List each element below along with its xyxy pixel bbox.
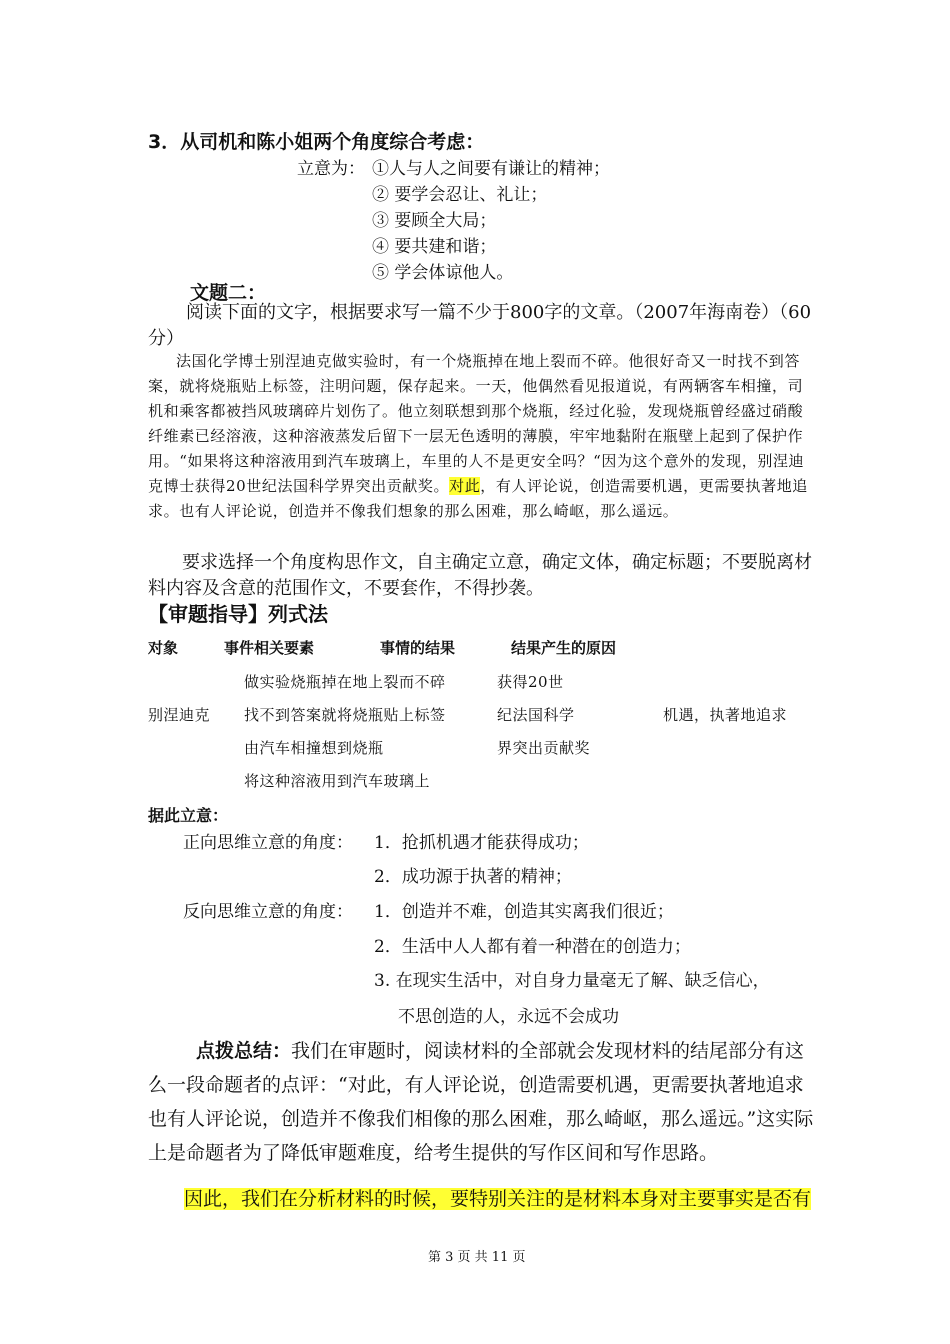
table-element-2: 找不到答案就将烧瓶贴上标签: [244, 706, 446, 724]
negative-3: 3. 在现实生活中，对自身力量毫无了解、缺乏信心，: [374, 971, 770, 991]
negative-2: 2．生活中人人都有着一种潜在的创造力；: [374, 937, 691, 957]
table-reason: 机遇，执著地追求: [663, 706, 788, 724]
col-header-elements: 事件相关要素: [224, 639, 315, 657]
table-result-2: 纪法国科学: [497, 706, 575, 724]
highlighted-text: 因此，我们在分析材料的时候，要特别关注的是材料本身对主要事实是否有: [184, 1188, 812, 1210]
topic2-heading: 文题二：: [190, 282, 267, 304]
table-result-1: 获得20世: [497, 673, 564, 691]
negative-label: 反向思维立意的角度：: [183, 902, 353, 922]
table-element-1: 做实验烧瓶掉在地上裂而不碎: [244, 673, 446, 691]
positive-2: 2．成功源于执著的精神；: [374, 867, 572, 887]
conclusion-heading: 据此立意：: [148, 806, 229, 825]
guide-heading: 【审题指导】列式法: [148, 602, 328, 626]
material-text-after: ，有人评论说，创造需要机遇，更需要执著地追求。也有人评论说，创造并不像我们想象的那么困难，那么崎岖，那么遥远。: [148, 477, 808, 520]
positive-label: 正向思维立意的角度：: [183, 833, 353, 853]
page-footer: 第 3 页 共 11 页: [428, 1250, 526, 1265]
positive-1: 1．抢抓机遇才能获得成功；: [374, 833, 589, 853]
col-header-subject: 对象: [148, 639, 179, 657]
table-subject: 别涅迪克: [148, 706, 211, 724]
table-element-4: 将这种溶液用到汽车玻璃上: [244, 772, 431, 790]
table-result-3: 界突出贡献奖: [497, 739, 591, 757]
negative-3-continued: 不思创造的人，永远不会成功: [398, 1007, 619, 1027]
summary-text: 我们在审题时，阅读材料的全部就会发现材料的结尾部分有这么一段命题者的点评：“对此，有人评论说，创造需要机遇，更需要执著地追求也有人评论说，创造并不像我们相像的那么困难，那么崎岖，那么遥远。”这实际上是命题者为了降低审题难度，给考生提供的写作区间和写作思路。: [148, 1040, 814, 1164]
material-text-before: 法国化学博士别涅迪克做实验时，有一个烧瓶掉在地上裂而不碎。他很好奇又一时找不到答案，就将烧瓶贴上标签，注明问题，保存起来。一天，他偶然看见报道说，有两辆客车相撞，司机和乘客都被挡风玻璃碎片划伤了。他立刻联想到那个烧瓶，经过化验，发现烧瓶曾经盛过硝酸纤维素已经溶液，这种溶液蒸发后留下一层无色透明的薄膜，牢牢地黏附在瓶壁上起到了保护作用。“如果将这种溶液用到汽车玻璃上，车里的人不是更安全吗？“因为这个意外的发现，别涅迪克博士获得20世纪法国科学界突出贡献奖。: [148, 352, 805, 495]
section3-lead: 立意为：: [297, 159, 365, 179]
table-element-3: 由汽车相撞想到烧瓶: [244, 739, 384, 757]
topic2-requirement: 要求选择一个角度构思作文，自主确定立意，确定文体，确定标题；不要脱离材料内容及含意的范围作文，不要套作，不得抄袭。: [148, 552, 812, 599]
section3-heading: 3．从司机和陈小姐两个角度综合考虑：: [148, 131, 485, 153]
section3-item-3: ③ 要顾全大局；: [372, 211, 497, 231]
col-header-reason: 结果产生的原因: [511, 639, 617, 657]
summary-highlight-line: [184, 1184, 811, 1211]
summary-paragraph: [148, 1034, 816, 1170]
topic2-material: [148, 349, 808, 524]
section3-item-2: ② 要学会忍让、礼让；: [372, 185, 548, 205]
material-highlight: 对此: [449, 477, 481, 495]
summary-label: 点拨总结：: [196, 1040, 292, 1062]
negative-1: 1．创造并不难，创造其实离我们很近；: [374, 902, 674, 922]
section3-item-4: ④ 要共建和谐；: [372, 237, 497, 257]
col-header-result: 事情的结果: [380, 639, 456, 657]
topic2-instruction: 阅读下面的文字，根据要求写一篇不少于800字的文章。（2007年海南卷）（60分）: [148, 302, 812, 349]
section3-item-5: ⑤ 学会体谅他人。: [372, 263, 514, 283]
section3-item-1: ①人与人之间要有谦让的精神；: [372, 159, 610, 179]
